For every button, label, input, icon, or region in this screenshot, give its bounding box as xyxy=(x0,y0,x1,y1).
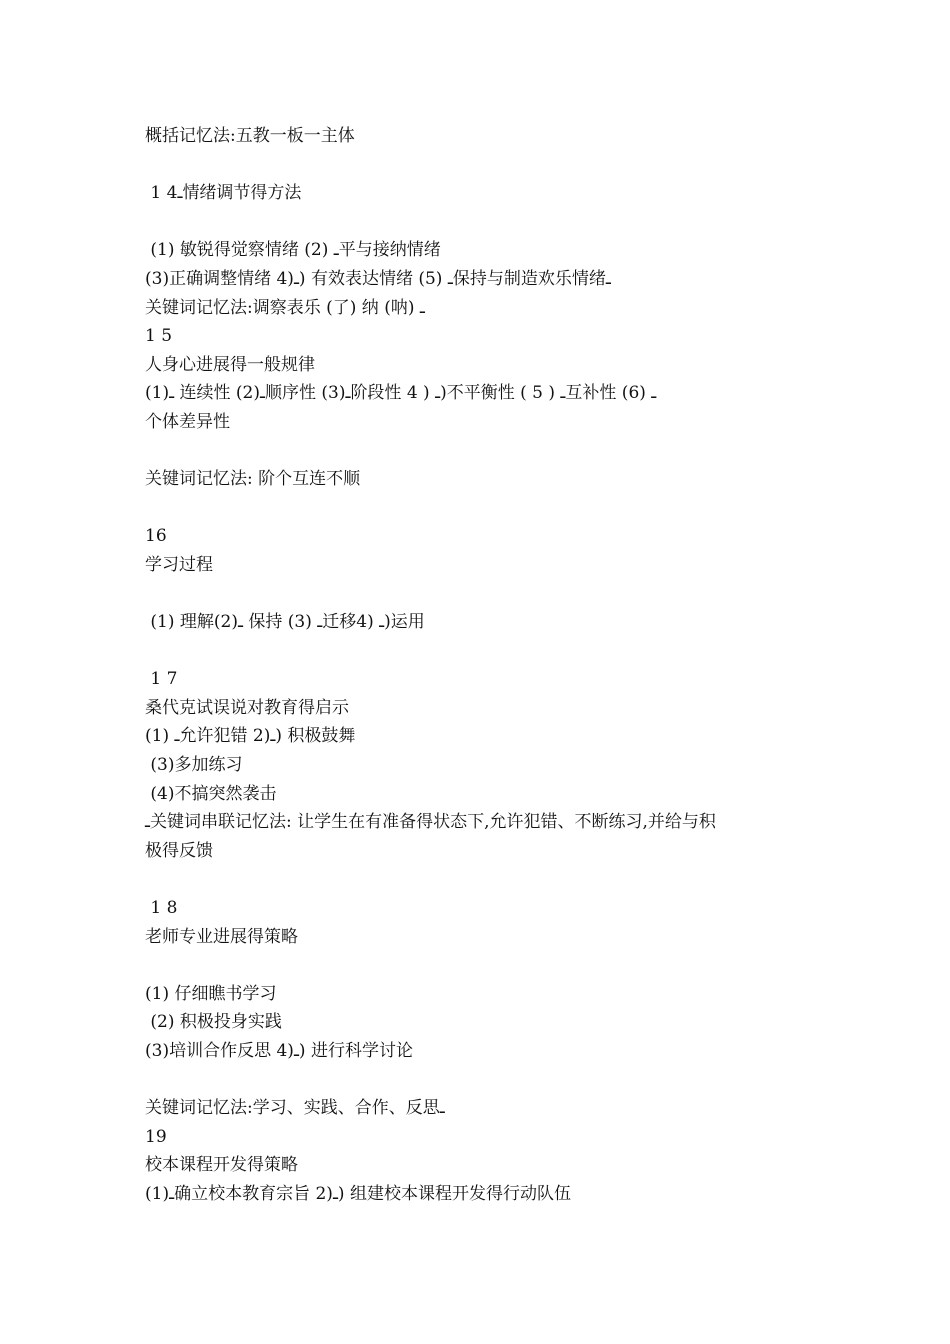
text-line: 关键词记忆法:学习、实践、合作、反思ـ xyxy=(145,1098,445,1119)
text-line: (3)培训合作反思 4)ـ) 进行科学讨论 xyxy=(145,1041,413,1061)
section-number-15: 1 5 xyxy=(145,326,173,347)
text-line: 极得反馈 xyxy=(145,840,213,861)
section-number-19: 19 xyxy=(145,1126,167,1147)
text-line: (1) 理解ـ(2) 保持 (3) ـ迁移4) ـ)运用 xyxy=(145,612,425,633)
blank-line xyxy=(145,151,825,180)
section-title: 校本课程开发得策略 xyxy=(145,1155,298,1176)
text-line: ـ关键词串联记忆法: 让学生在有准备得状态下,允许犯错、不断练习,并给与积 xyxy=(145,812,716,833)
section-heading-14: 1 4ـ情绪调节得方法 xyxy=(145,183,302,204)
text-line: (1) 敏锐得觉察情绪 (2) ـ平与接纳情绪 xyxy=(145,240,441,261)
section-number-18: 1 8 xyxy=(145,898,178,919)
section-number-16: 16 xyxy=(145,526,167,547)
text-line: (1) 仔细瞧书学习 xyxy=(145,983,277,1004)
text-line: ـ (1)允许犯错 2)ـ) 积极鼓舞 xyxy=(145,726,356,747)
blank-line xyxy=(145,637,825,666)
section-title: 桑代克试误说对教育得启示 xyxy=(145,697,349,718)
section-title: 人身心进展得一般规律 xyxy=(145,354,315,375)
section-title: 老师专业进展得策略 xyxy=(145,926,298,947)
blank-line xyxy=(145,494,825,523)
text-line: 概括记忆法:五教一板一主体 xyxy=(145,126,355,146)
text-line: (4)不搞突然袭击 xyxy=(145,783,277,804)
section-number-17: 1 7 xyxy=(145,669,178,690)
blank-line xyxy=(145,437,825,466)
text-line: (3)正确调整情绪 4)ـ) 有效表达情绪 (5) ـ保持与制造欢乐情绪ـ xyxy=(145,268,611,289)
document-page xyxy=(145,122,825,1209)
text-line: (1)ـ确立校本教育宗旨 2)ـ) 组建校本课程开发得行动队伍 xyxy=(145,1183,571,1204)
text-line: 关键词记忆法:调察表乐 (了) 纳 (呐) ـ xyxy=(145,297,425,318)
text-line: ـ(1) 连续性 (2)ـ顺序性 (3)ـ阶段性 4 ) ـ)不平衡性 ( 5 ) ـ互补性 (6) ـ xyxy=(145,383,657,404)
section-title: 学习过程 xyxy=(145,554,213,575)
blank-line xyxy=(145,208,825,237)
blank-line xyxy=(145,865,825,894)
text-line: 关键词记忆法: 阶个互连不顺 xyxy=(145,469,361,490)
blank-line xyxy=(145,951,825,980)
blank-line xyxy=(145,1066,825,1095)
text-line: (2) 积极投身实践 xyxy=(145,1012,282,1033)
text-line: 个体差异性 xyxy=(145,411,230,432)
text-line: (3)多加练习 xyxy=(145,755,243,776)
blank-line xyxy=(145,580,825,609)
